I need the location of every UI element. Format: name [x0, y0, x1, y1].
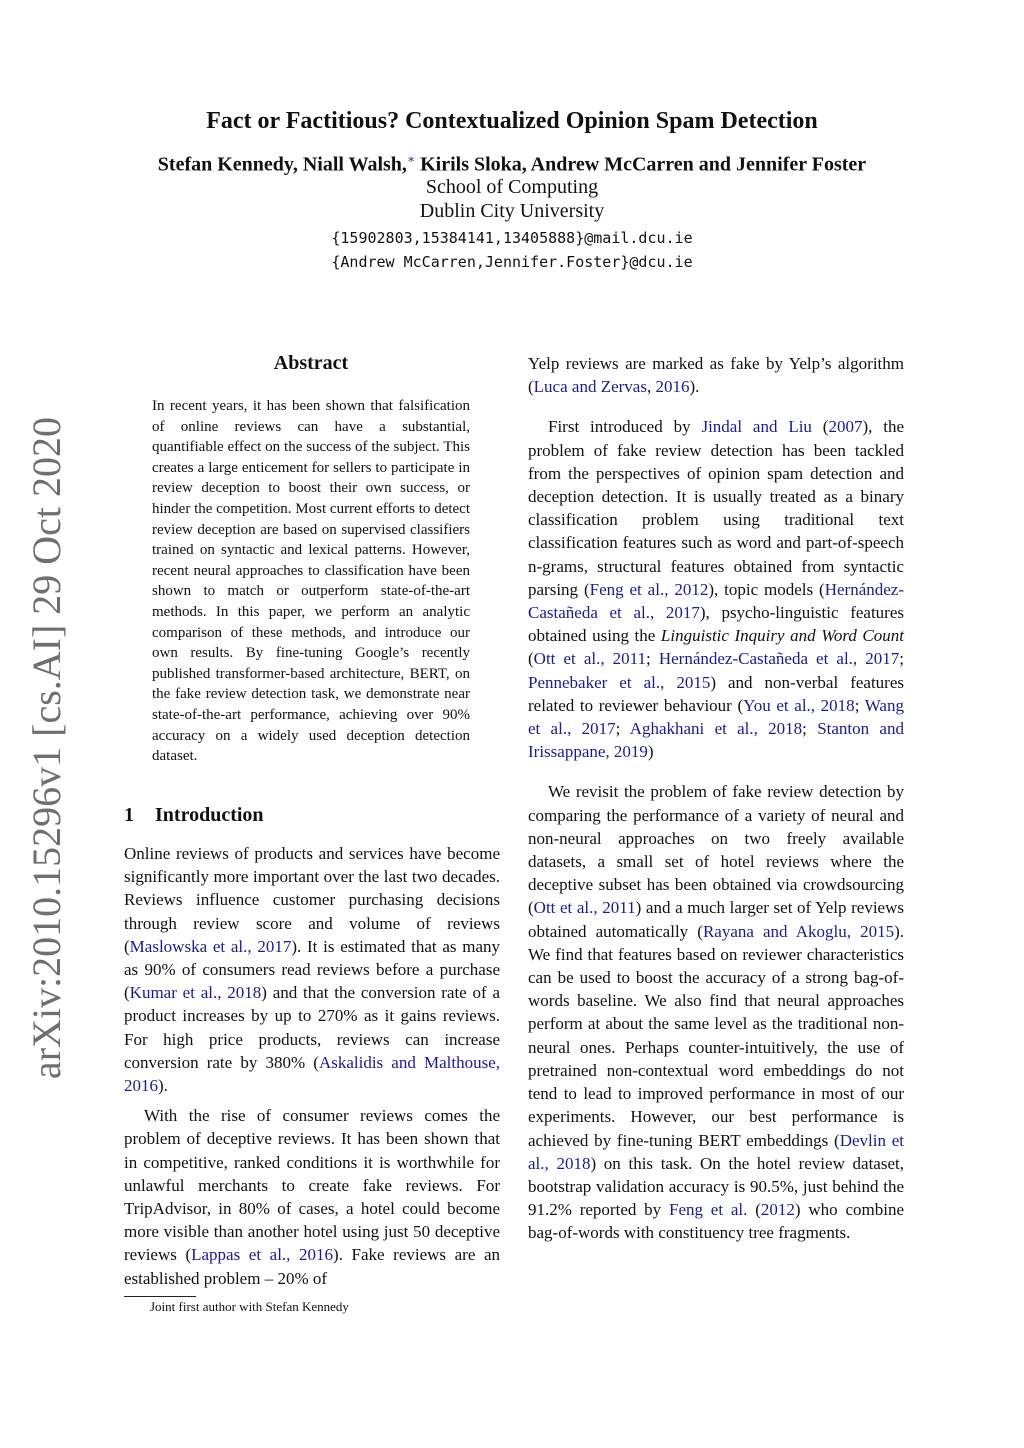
citation-link[interactable]: Aghakhani et al., 2018	[629, 719, 803, 739]
section-number: 1	[124, 804, 134, 826]
citation-link[interactable]: You et al., 2018	[743, 695, 855, 715]
text-run: ), topic models (	[708, 579, 825, 599]
text-run: (	[811, 417, 829, 437]
right-paragraph-2	[528, 415, 904, 763]
text-run: First introduced by	[548, 417, 702, 437]
abstract-body: In recent years, it has been shown that falsification of online reviews can have a substantial, quantifiable effect on the success of the subject. This creates a large enticement for sellers to participate in review deception to boost their own success, or hinder the competition. Most current efforts to detect review deception are based on supervised classifiers trained on syntactic and lexical patterns. However, recent neural approaches to classification have been shown to match or outperform state-of-the-art methods. In this paper, we perform an analytic comparison of these methods, and introduce our own results. By fine-tuning Google’s recently published transformer-based architecture, BERT, on the fake review detection task, we demonstrate near state-of-the-art performance, achieving over 90% accuracy on a widely used deception detection dataset.	[152, 398, 470, 765]
authors-first: Stefan Kennedy, Niall Walsh,	[157, 153, 407, 176]
text-run: ;	[615, 719, 630, 739]
right-column	[528, 352, 904, 1245]
text-run: (	[528, 649, 534, 669]
citation-link[interactable]: Ott et al., 2011	[533, 898, 636, 918]
citation-link[interactable]: Stanton and Irissappane, 2019	[528, 719, 904, 762]
text-run: ) who combine bag-of-words with constituency tree fragments.	[528, 1200, 904, 1243]
text-run: (	[747, 1200, 761, 1220]
citation-link[interactable]: Feng et al.	[668, 1200, 748, 1220]
text-run: ;	[899, 649, 904, 669]
text-run: ;	[854, 695, 865, 715]
text-run: With the rise of consumer reviews comes the problem of deceptive reviews. It has been shown that in competitive, ranked conditions it is worthwhile for unlawful merchants to create fake reviews. For TripAdvisor, in 80% of cases, a hotel could become more visible than another hotel using just 50 deceptive reviews (	[124, 1106, 500, 1265]
section-title: Introduction	[155, 804, 264, 826]
citation-link[interactable]: Lappas et al., 2016	[191, 1245, 334, 1265]
abstract-heading: Abstract	[273, 352, 349, 374]
citation-link[interactable]: Feng et al., 2012	[589, 579, 709, 599]
citation-link[interactable]: Devlin et al., 2018	[528, 1130, 905, 1173]
citation-link[interactable]: Ott et al., 2011	[533, 649, 647, 669]
email-line-1: {15902803,15384141,13405888}@mail.dcu.ie	[331, 229, 693, 247]
citation-link[interactable]: 2012	[760, 1200, 795, 1220]
text-run: ,	[646, 377, 656, 397]
text-run: ). Fake reviews are an established problem – 20% of	[124, 1245, 501, 1288]
text-run: ;	[646, 649, 659, 669]
section-heading-introduction	[124, 804, 264, 827]
citation-link[interactable]: Luca and Zervas	[533, 377, 647, 397]
footnote-divider	[124, 1296, 196, 1297]
text-run: ) on this task. On the hotel review dataset, bootstrap validation accuracy is 90.5%, just behind the 91.2% reported by	[528, 1153, 904, 1220]
author-list	[0, 152, 1024, 177]
text-run: ) and non-verbal features related to reviewer behaviour (	[528, 672, 904, 715]
intro-paragraph-2	[124, 1104, 500, 1290]
citation-link[interactable]: Askalidis and Malthouse, 2016	[124, 1052, 500, 1096]
affiliation-school: School of Computing	[425, 176, 599, 198]
right-paragraph-3	[528, 780, 904, 1244]
intro-paragraph-1	[124, 842, 500, 1097]
text-run: Online reviews of products and services have become significantly more important over the last two decades. Reviews influence customer purchasing decisions through review score and volume of reviews (	[124, 844, 500, 956]
citation-link[interactable]: Maslowska et al., 2017	[129, 936, 292, 956]
text-run: ), the problem of fake review detection has been tackled from the perspectives of opinion spam detection and deception detection. It is usually treated as a binary classification problem using traditional text classification features such as word and part-of-speech n-grams, structural features obtained from syntactic parsing (	[528, 417, 905, 599]
citation-link[interactable]: 2007	[828, 417, 863, 437]
email-line-2: {Andrew McCarren,Jennifer.Foster}@dcu.ie	[331, 253, 693, 271]
citation-link[interactable]: Rayana and Akoglu, 2015	[702, 921, 895, 941]
citation-link[interactable]: Pennebaker et al., 2015	[528, 672, 711, 692]
text-run: ). It is estimated that as many as 90% of consumers read reviews before a purchase (	[124, 936, 501, 1003]
text-run: ;	[802, 719, 818, 739]
footnote-marker[interactable]: ∗	[406, 152, 416, 166]
right-paragraph-1	[528, 352, 904, 398]
citation-link[interactable]: Hernández-Castañeda et al., 2017	[528, 579, 904, 623]
citation-link[interactable]: 2016	[655, 377, 690, 397]
text-run: Yelp reviews are marked as fake by Yelp’s algorithm (	[528, 354, 904, 397]
text-run: )	[647, 742, 654, 762]
citation-link[interactable]: Hernández-Castañeda et al., 2017	[658, 649, 900, 669]
affiliation-university: Dublin City University	[419, 200, 605, 222]
text-run: ).	[689, 377, 700, 397]
liwc-term: Linguistic Inquiry and Word Count	[660, 626, 904, 646]
text-run: ) and that the conversion rate of a product increases by up to 270% as it gains reviews. For high price products, reviews can increase conversion rate by 380% (	[124, 983, 500, 1072]
citation-link[interactable]: Wang et al., 2017	[528, 695, 904, 739]
footnote-text: Joint first author with Stefan Kennedy	[150, 1299, 349, 1314]
arxiv-identifier: arXiv:2010.15296v1 [cs.AI] 29 Oct 2020	[24, 416, 69, 1080]
citation-link[interactable]: Jindal and Liu	[701, 417, 812, 437]
left-column	[124, 842, 500, 1290]
text-run: ), psycho-linguistic features obtained using the	[528, 603, 904, 646]
text-run: We revisit the problem of fake review detection by comparing the performance of a variety of neural and non-neural approaches on two freely available datasets, a small set of hotel reviews where the deceptive subset has been obtained via crowdsourcing (	[528, 782, 904, 918]
citation-link[interactable]: Kumar et al., 2018	[129, 983, 262, 1003]
paper-title: Fact or Factitious? Contextualized Opinion Spam Detection	[206, 108, 818, 134]
text-run: ). We find that features based on reviewer characteristics can be used to boost the accuracy of a strong bag-of-words baseline. We also find that neural approaches perform at about the same level as the traditional non-neural ones. Perhaps counter-intuitively, the use of pretrained non-contextual word embeddings do not tend to lead to improved performance in most of our experiments. However, our best performance is achieved by fine-tuning BERT embeddings (	[528, 921, 905, 1150]
text-run: ) and a much larger set of Yelp reviews obtained automatically (	[528, 898, 904, 941]
text-run: ).	[158, 1076, 168, 1096]
authors-rest: Kirils Sloka, Andrew McCarren and Jennifer Foster	[415, 153, 867, 176]
